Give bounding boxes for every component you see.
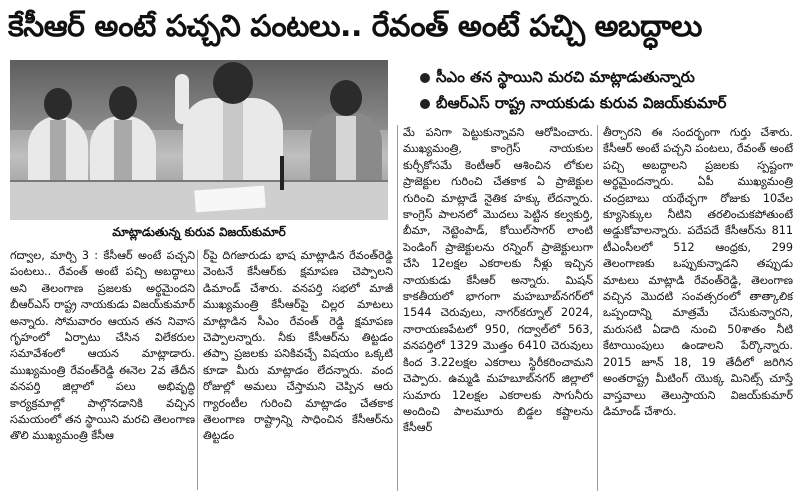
column-text: తీర్చారని ఈ సందర్భంగా గుర్తు చేశారు. కేసీఆర్ అంటే పచ్చని పంటలు, రేవంత్ అంటే పచ్చి అబద్ధాలని ప్రజలకు స్పష్టంగా అర్థమైందన్నారు. ఏపీ ముఖ్యమంత్రి చంద్రబాబు యథేచ్ఛగా రోజుకు 10వేల క్యూసెక్కుల నీటిని తరలించుకపోతుంటే అడ్డుకోవాలన్నారు. పదేపదే కేసీఆర్‌ను 811 టీఎంసీలలో 512 ఆంధ్రకు, 299 తెలంగాణకు ఒప్పుకున్నాడని తప్పుడు మాటలు మాట్లాడి రేవంత్‌రెడ్డి, తెలంగాణ వచ్చిన మొదటి సంవత్సరంలో తాత్కాలిక ఒప్పందాన్ని మాత్రమే చేసుకున్నారని, మరుసటి ఏడాది నుంచి 50శాతం నీటి కేటాయింపులు ఉండాలని పేర్కొన్నారు. 2015 జూన్ 18, 19 తేదీలో జరిగిన అంతరాష్ట్ర మీటింగ్ యొక్క మినిట్స్ చూస్తే వాస్తవాలు తెలుస్తాయని విజయ్‌కుమార్ డిమాండ్ చేశారు. — [603, 126, 793, 418]
subhead-text: సీఎం తన స్థాయిని మరచి మాట్లాడుతున్నారు — [436, 68, 695, 86]
subhead-2 — [420, 90, 792, 116]
column-text: మే పనిగా పెట్టుకున్నావని ఆరోపించారు. ముఖ్యమంత్రి, కాంగ్రెస్ నాయకుల కుర్చీకోసమే కెంటీఆర్ ఆశించిన లోకుల ప్రాజెక్టుల గురించి చేతకాక ఏ ప్రాజెక్టుల గురించి మాట్లాడే నైతిక హక్కు లేదన్నారు. కాంగ్రెస్ పాలనలో మొదలు పెట్టిన కల్వకుర్తి, బీమా, నెట్టెంపాడ్, కోయిల్‌సాగర్ లాంటి పెండింగ్ ప్రాజెక్టులను రన్నింగ్ ప్రాజెక్టులుగా చేసి 12లక్షల ఎకరాలకు నీళ్లు ఇచ్చిన నాయకుడు కేసీఆర్ అన్నారు. మిషన్ కాకతీయలో భాగంగా మహబూబ్‌నగర్‌లో 1544 చెరువులు, నాగర్‌కర్నూల్ 2024, నారాయణపేటలో 950, గద్వాల్‌లో 563, వనపర్తిలో 1329 మొత్తం 6410 చెరువులు కింద 3.22లక్షల ఎకరాలు స్థిరీకరించామని చెప్పారు. ఉమ్మడి మహబూబ్‌నగర్ జిల్లాలో సుమారు 12లక్షల ఎకరాలకు సాగునీరు అందించి పాలమూరు బిడ్డల కష్టాలను కేసీఆర్ — [403, 126, 593, 435]
person-2 — [90, 78, 156, 190]
subhead-text: బీఆర్ఎస్ రాష్ట్ర నాయకుడు కురువ విజయ్‌కుమార్ — [436, 94, 727, 112]
news-photo — [10, 60, 388, 220]
column-text: గద్వాల, మార్చి 3 : కేసీఆర్ అంటే పచ్చని పంటలు.. రేవంత్ అంటే పచ్చి అబద్ధాలు అని తెలంగాణ ప్రజలకు అర్థమైందని బీఆర్ఎస్ రాష్ట్ర నాయకుడు విజయ్‌కుమార్ అన్నారు. సోమవారం ఆయన తన నివాస గృహంలో ఏర్పాటు చేసిన విలేకరుల సమావేశంలో ఆయన మాట్లాడారు. ముఖ్యమంత్రి రేవంత్‌రెడ్డి ఈనెల 2వ తేదీన వనపర్తి జిల్లాలో పలు అభివృద్ధి కార్యక్రమాల్లో పాల్గొనడానికి వచ్చిన సమయంలో తన స్థాయిని మరచి తెలంగాణ తొలి ముఖ్యమంత్రి కేసీఆ — [10, 249, 195, 443]
subheads — [420, 64, 792, 116]
column-text: ర్‌పై దిగజారుడు భాష మాట్లాడిన రేవంత్‌రెడ్డి వెంటనే కేసీఆర్‌కు క్షమాపణ చెప్పాలని డిమాండ్ చేశారు. వనపర్తి సభలో మాజీ ముఖ్యమంత్రి కేసీఆర్‌పై చిల్లర మాటలు మాట్లాడిన సీఎం రేవంత్ రెడ్డి క్షమాపణ చెప్పాలన్నారు. నీకు కేసీఆర్‌ను తిట్టడం తప్పా ప్రజలకు పనికివచ్చే విషయం ఒక్కటి కూడా మీరు మాట్లాడం లేదన్నారు. వంద రోజుల్లో అమలు చేస్తామని చెప్పిన ఆరు గ్యారంటీల గురించి మాట్లాడం చేతకాక తెలంగాణ రాష్ట్రాన్ని సాధించిన కేసీఆర్‌ను తిట్టడం — [203, 249, 393, 443]
subhead-1 — [420, 64, 792, 90]
article-column-1 — [10, 248, 195, 493]
article-column-3 — [403, 125, 593, 493]
bullet-icon — [420, 99, 430, 109]
column-divider — [397, 125, 398, 491]
column-divider — [597, 125, 598, 491]
person-1 — [28, 80, 88, 190]
article-column-4 — [603, 125, 793, 493]
headline: కేసీఆర్ అంటే పచ్చని పంటలు.. రేవంత్ అంటే పచ్చి అబద్ధాలు — [8, 9, 702, 44]
person-speaker — [175, 60, 291, 190]
column-divider — [197, 250, 198, 490]
photo-caption: మాట్లాడుతున్న కురువ విజయ్‌కుమార్ — [112, 225, 286, 239]
microphone — [280, 156, 284, 190]
article-column-2 — [203, 248, 393, 493]
person-4 — [310, 72, 382, 190]
bullet-icon — [420, 73, 430, 83]
